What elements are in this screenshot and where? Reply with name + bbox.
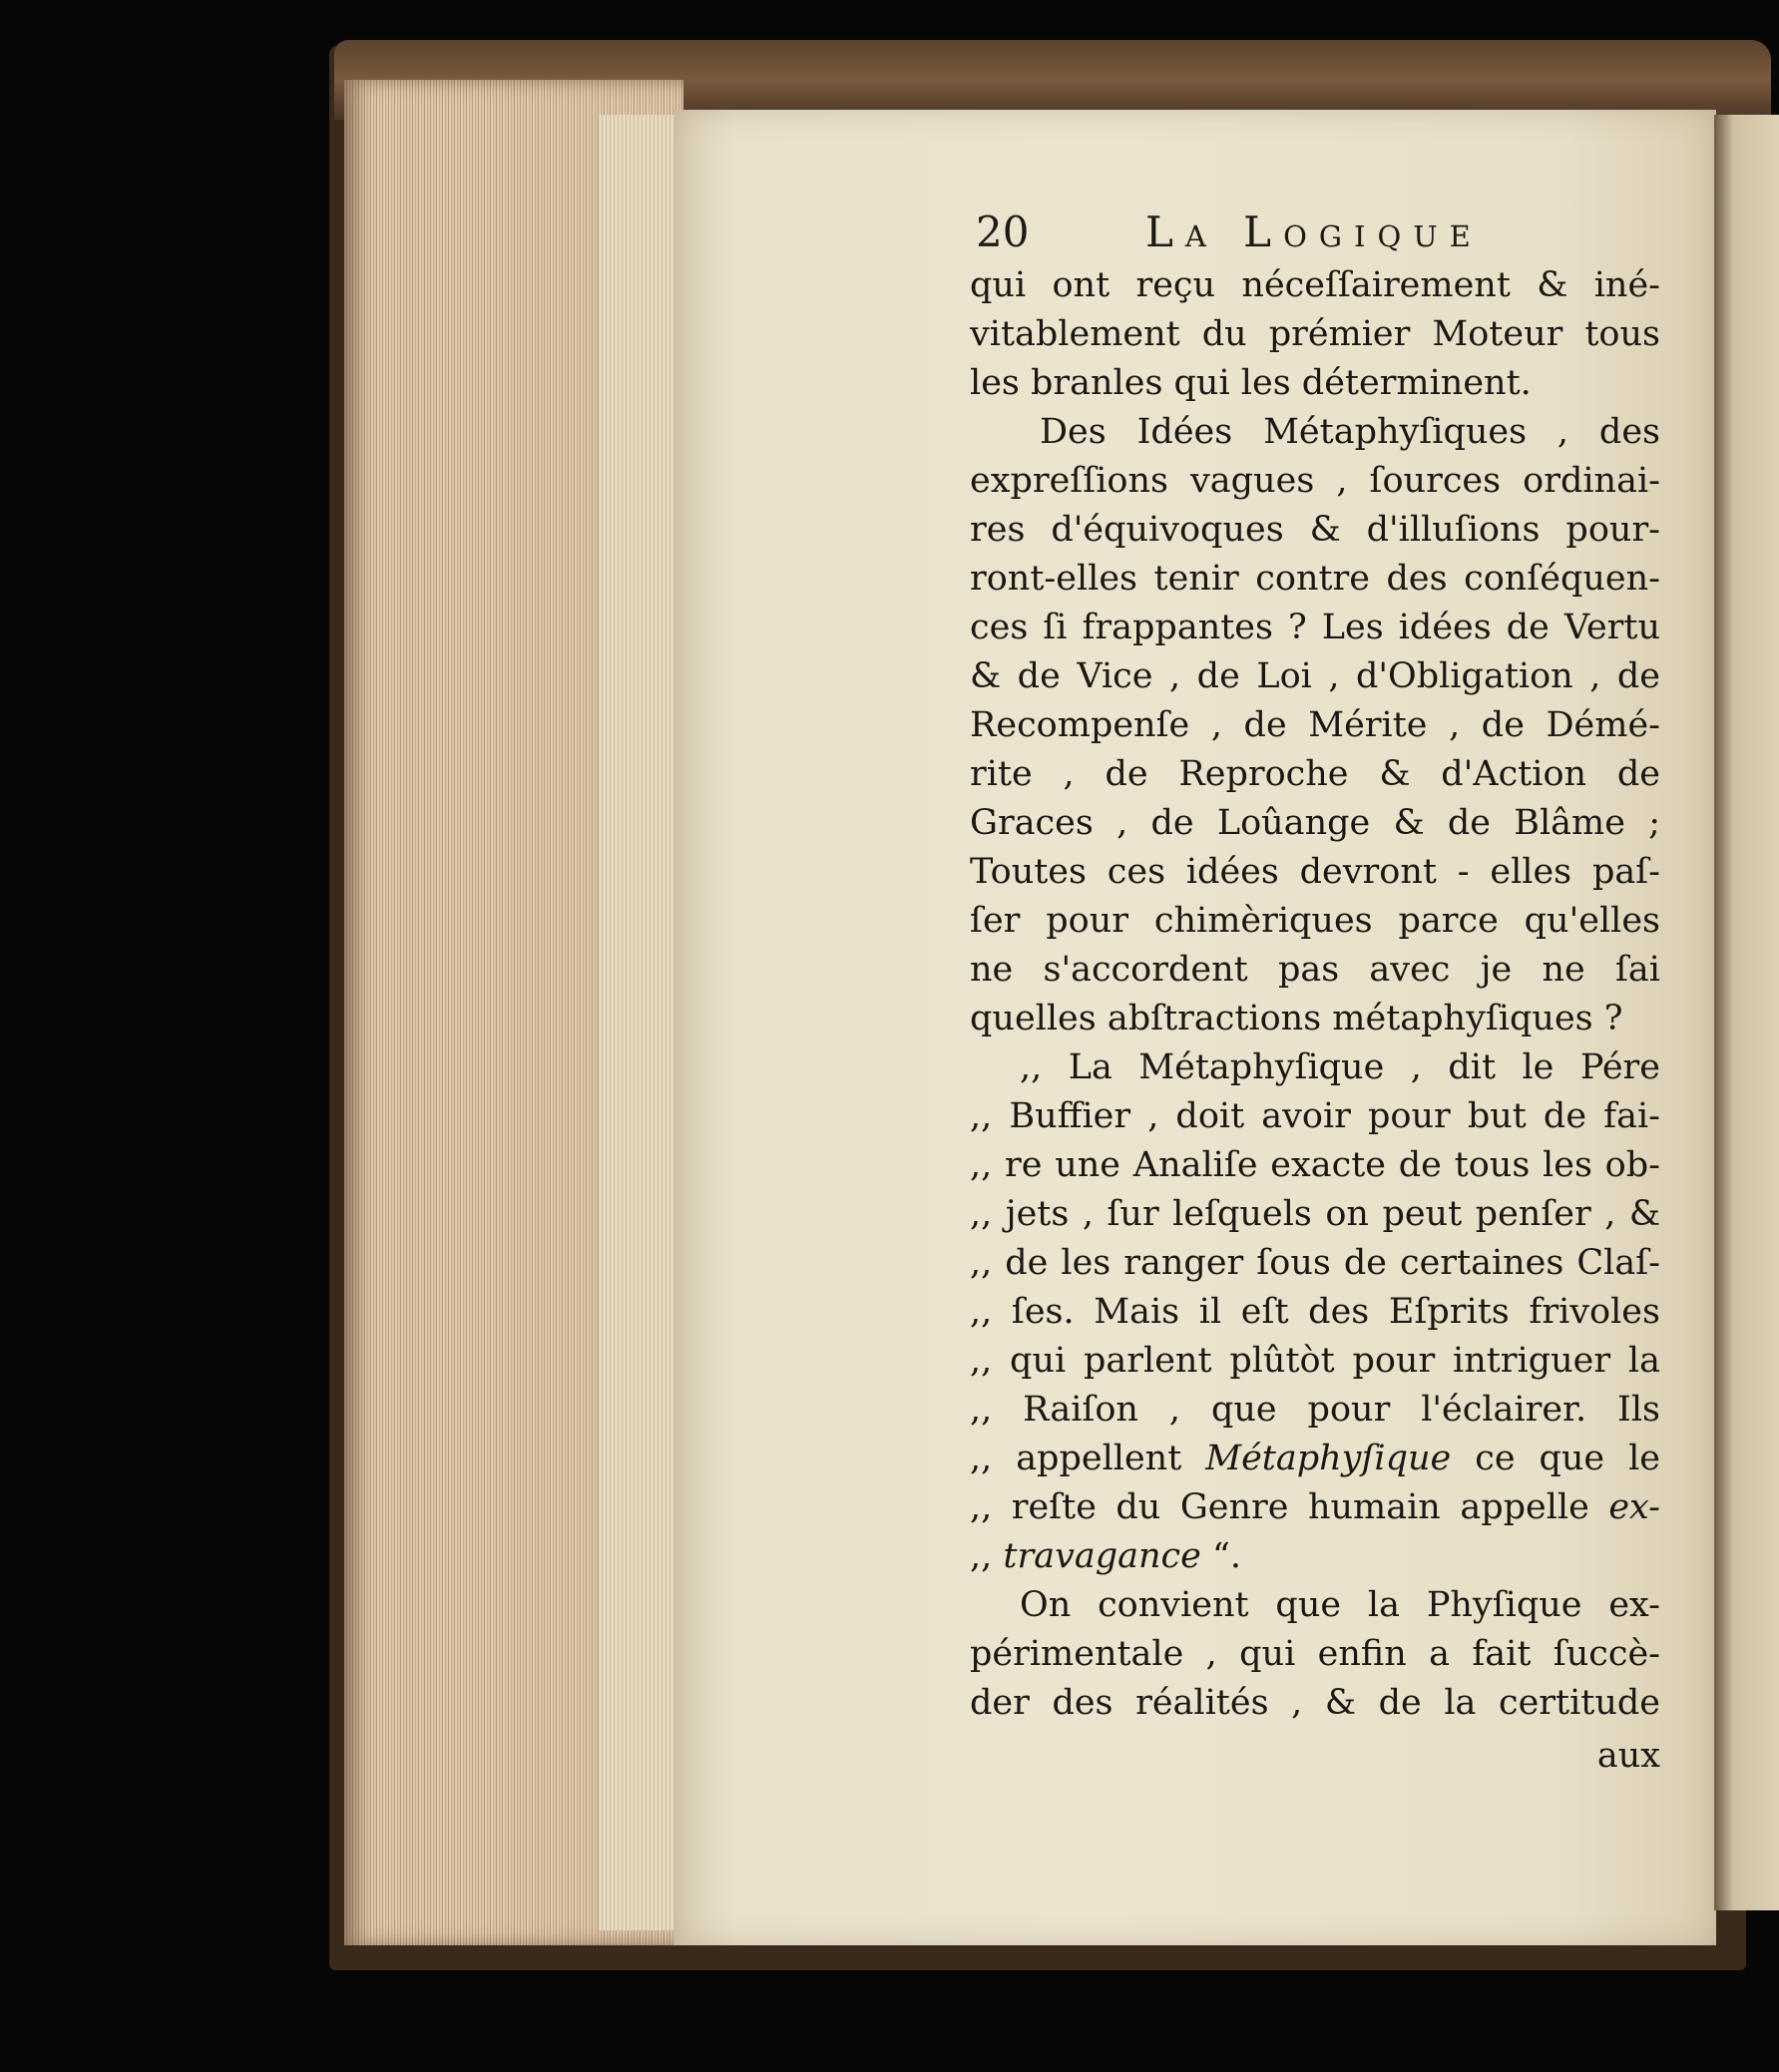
text-line: ,, Buffier , doit avoir pour but de fai- <box>970 1096 1660 1136</box>
text-line: expreſſions vagues , ſources ordinai- <box>970 461 1660 501</box>
italic-term: Métaphyſique <box>1205 1439 1452 1478</box>
text-line: ,, La Métaphyſique , dit le Pére <box>1020 1047 1660 1087</box>
page-header <box>976 207 1674 267</box>
text-line: ,, ſes. Mais il eſt des Eſprits frivoles <box>970 1292 1660 1332</box>
page-text <box>970 261 1660 1781</box>
text-line: & de Vice , de Loi , d'Obligation , de <box>970 656 1660 696</box>
page-edges-gutter <box>599 115 678 1930</box>
text-line-mixed <box>970 1435 1660 1483</box>
text-line: ces ſi frappantes ? Les idées de Vertu <box>970 608 1660 647</box>
text-line: res d'équivoques & d'illuſions pour- <box>970 510 1660 550</box>
text-line: ,, Raiſon , que pour l'éclairer. Ils <box>970 1390 1660 1430</box>
text-segment: ,, appellent <box>970 1439 1182 1478</box>
text-line: rite , de Reproche & d'Action de <box>970 754 1660 794</box>
text-line-mixed <box>970 1532 1660 1581</box>
text-segment: ,, <box>970 1536 993 1576</box>
text-line-mixed <box>970 1483 1660 1532</box>
text-line: ne s'accordent pas avec je ne ſai <box>970 950 1660 990</box>
text-line: Graces , de Loûange & de Blâme ; <box>970 803 1660 843</box>
text-line: ſer pour chimèriques parce qu'elles <box>970 901 1660 941</box>
text-line: Recompenſe , de Mérite , de Démé- <box>970 705 1660 745</box>
text-line: Des Idées Métaphyſiques , des <box>1040 412 1660 452</box>
text-line: périmentale , qui enfin a fait ſuccè- <box>970 1634 1660 1674</box>
text-line: ,, qui parlent plûtòt pour intriguer la <box>970 1341 1660 1381</box>
catchword: aux <box>1596 1736 1660 1776</box>
text-line: quelles abſtractions métaphyſiques ? <box>970 999 1623 1038</box>
text-line: Toutes ces idées devront - elles paſ- <box>970 852 1660 892</box>
running-title: La Logique <box>1145 207 1483 256</box>
text-segment: ,, reſte du Genre humain appelle <box>970 1487 1589 1527</box>
text-line: ,, re une Analiſe exacte de tous les ob- <box>970 1145 1660 1185</box>
facing-page-edge <box>1714 115 1779 1910</box>
text-line: ,, de les ranger ſous de certaines Claſ- <box>970 1243 1660 1283</box>
text-line: ,, jets , ſur leſquels on peut penſer , & <box>970 1194 1660 1234</box>
page-number: 20 <box>976 207 1030 256</box>
text-line: ront-elles tenir contre des conſéquen- <box>970 559 1660 599</box>
text-line: On convient que la Phyſique ex- <box>1020 1585 1660 1625</box>
text-line: vitablement du prémier Moteur tous <box>970 314 1660 354</box>
italic-term: ex- <box>1608 1487 1660 1527</box>
text-segment: “. <box>1211 1536 1242 1576</box>
text-segment: ce que le <box>1475 1439 1660 1478</box>
text-line: les branles qui les déterminent. <box>970 363 1532 403</box>
text-line: qui ont reçu néceſſairement & iné- <box>970 265 1660 305</box>
text-line: der des réalités , & de la certitude <box>970 1683 1660 1723</box>
italic-term: travagance <box>1003 1536 1201 1576</box>
